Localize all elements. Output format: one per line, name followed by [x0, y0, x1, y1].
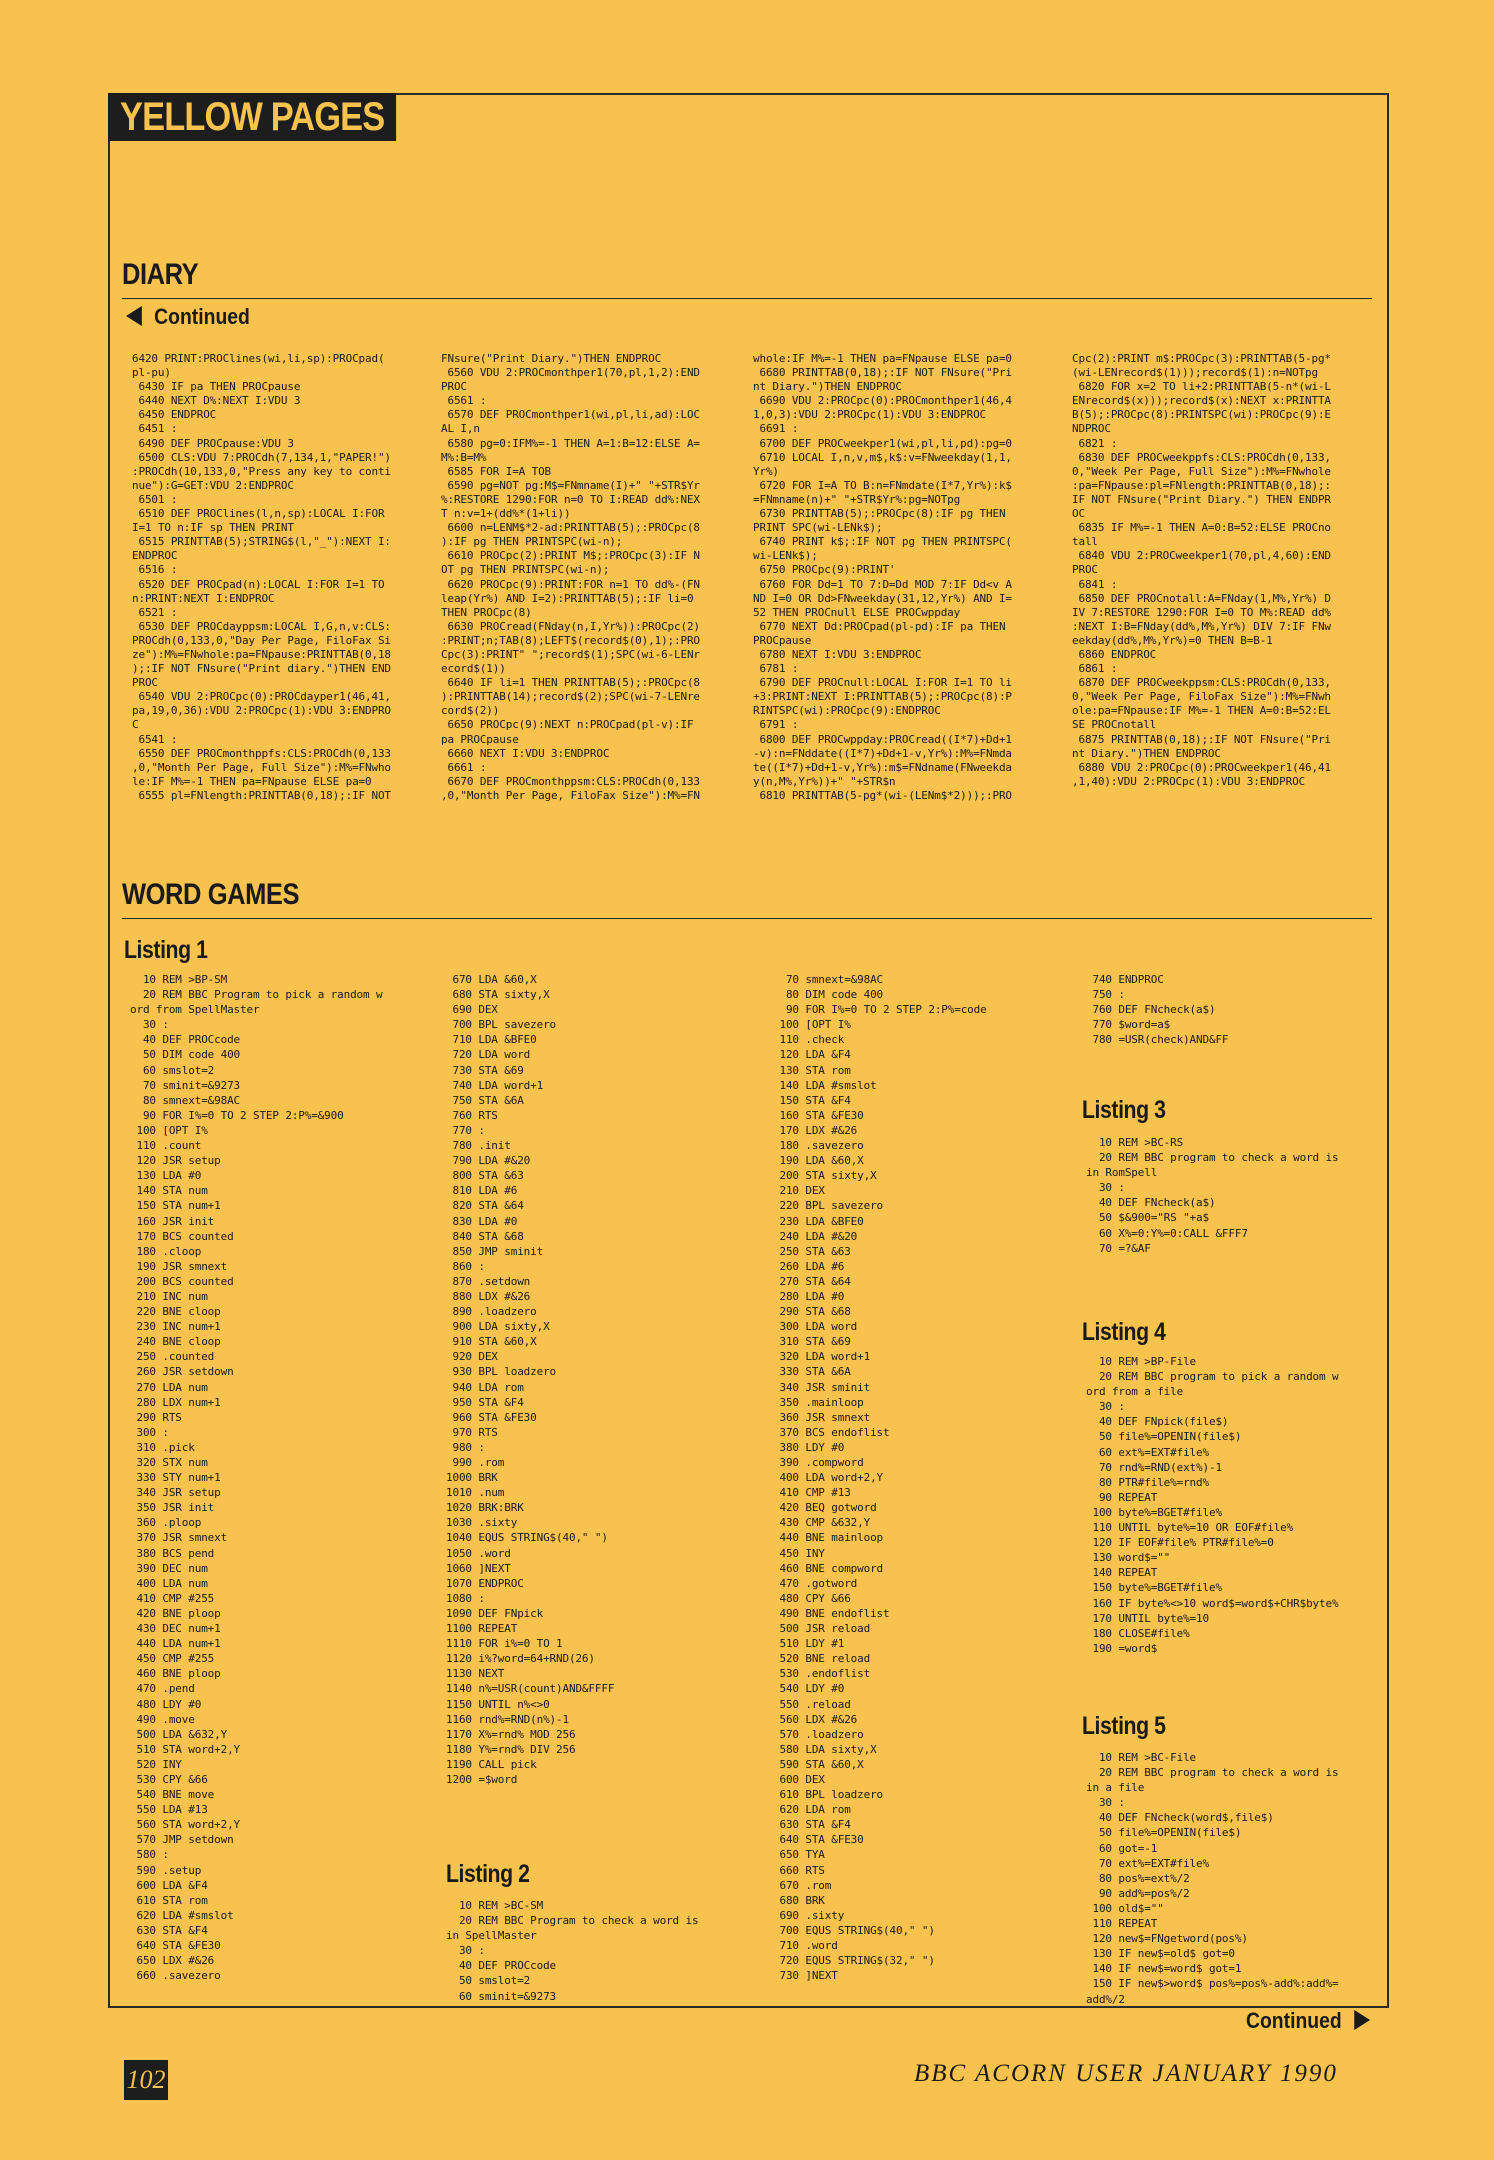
- listing-1-code-column-1: 10 REM >BP-SM 20 REM BBC Program to pick a random w ord from SpellMaster 30 : 40 DEF PROCcode 50 DIM code 400 60 smslot=2 70 sminit=&9273 80 smnext=&98AC 90 FOR I%=0 TO 2 STEP 2:P%=&900 100 [OPT I% 110 .count 120 JSR setup 130 LDA #0 140 STA num 150 STA num+1 160 JSR init 170 BCS counted 180 .cloop 190 JSR smnext 200 BCS counted 210 INC num 220 BNE cloop 230 INC num+1 240 BNE cloop 250 .counted 260 JSR setdown 270 LDA num 280 LDX num+1 290 RTS 300 : 310 .pick 320 STX num 330 STY num+1 340 JSR setup 350 JSR init 360 .ploop 370 JSR smnext 380 BCS pend 390 DEC num 400 LDA num 410 CMP #255 420 BNE ploop 430 DEC num+1 440 LDA num+1 450 CMP #255 460 BNE ploop 470 .pend 480 LDY #0 490 .move 500 LDA &632,Y 510 STA word+2,Y 520 INY 530 CPY &66 540 BNE move 550 LDA #13 560 STA word+2,Y 570 JMP setdown 580 : 590 .setup 600 LDA &F4 610 STA rom 620 LDA #smslot 630 STA &F4 640 STA &FE30 650 LDX #&26 660 .savezero: [130, 973, 383, 1983]
- diary-code-column-2: FNsure("Print Diary.")THEN ENDPROC 6560 VDU 2:PROCmonthper1(70,pl,1,2):END PROC 6561 : 6570 DEF PROCmonthper1(wi,pl,li,ad):LOC AL I,n 6580 pg=0:IFM%=-1 THEN A=1:B=12:ELSE A= M%:B=M% 6585 FOR I=A TOB 6590 pg=NOT pg:M$=FNmname(I)+" "+STR$Yr %:RESTORE 1290:FOR n=0 TO I:READ dd%:NEX T n:v=1+(dd%*(1+li)) 6600 n=LENM$*2-ad:PRINTTAB(5);:PROCpc(8 ):IF pg THEN PRINTSPC(wi-n); 6610 PROCpc(2):PRINT M$;:PROCpc(3):IF N OT pg THEN PRINTSPC(wi-n); 6620 PROCpc(9):PRINT:FOR n=1 TO dd%-(FN leap(Yr%) AND I=2):PRINTTAB(5);:IF li=0 THEN PROCpc(8) 6630 PROCread(FNday(n,I,Yr%)):PROCpc(2) :PRINT;n;TAB(8);LEFT$(record$(0),1);:PRO Cpc(3):PRINT" ";record$(1);SPC(wi-6-LENr ecord$(1)) 6640 IF li=1 THEN PRINTTAB(5);:PROCpc(8 ):PRINTTAB(14);record$(2);SPC(wi-7-LENre cord$(2)) 6650 PROCpc(9):NEXT n:PROCpad(pl-v):IF pa PROCpause 6660 NEXT I:VDU 3:ENDPROC 6661 : 6670 DEF PROCmonthppsm:CLS:PROCdh(0,133 ,0,"Month Per Page, FiloFax Size"):M%=FN: [441, 352, 700, 802]
- listing-3-code: 10 REM >BC-RS 20 REM BBC program to check a word is in RomSpell 30 : 40 DEF FNcheck(a$) 50 $&900="RS "+a$ 60 X%=0:Y%=0:CALL &FFF7 70 =?&AF: [1086, 1136, 1339, 1255]
- page-number: 102: [124, 2060, 168, 2100]
- arrow-left-icon: [126, 306, 142, 326]
- listing-1-code-column-2: 670 LDA &60,X 680 STA sixty,X 690 DEX 700 BPL savezero 710 LDA &BFE0 720 LDA word 730 STA &69 740 LDA word+1 750 STA &6A 760 RTS 770 : 780 .init 790 LDA #&20 800 STA &63 810 LDA #6 820 STA &64 830 LDA #0 840 STA &68 850 JMP sminit 860 : 870 .setdown 880 LDX #&26 890 .loadzero 900 LDA sixty,X 910 STA &60,X 920 DEX 930 BPL loadzero 940 LDA rom 950 STA &F4 960 STA &FE30 970 RTS 980 : 990 .rom 1000 BRK 1010 .num 1020 BRK:BRK 1030 .sixty 1040 EQUS STRING$(40," ") 1050 .word 1060 ]NEXT 1070 ENDPROC 1080 : 1090 DEF FNpick 1100 REPEAT 1110 FOR i%=0 TO 1 1120 i%?word=64+RND(26) 1130 NEXT 1140 n%=USR(count)AND&FFFF 1150 UNTIL n%<>0 1160 rnd%=RND(n%)-1 1170 X%=rnd% MOD 256 1180 Y%=rnd% DIV 256 1190 CALL pick 1200 =$word: [446, 973, 615, 1786]
- diary-continued: [126, 304, 250, 330]
- diary-rule: [122, 298, 1372, 299]
- word-games-rule: [122, 918, 1372, 919]
- diary-heading: DIARY: [122, 258, 199, 291]
- arrow-right-icon: [1354, 2010, 1370, 2030]
- listing-5-code: 10 REM >BC-File 20 REM BBC program to check a word is in a file 30 : 40 DEF FNcheck(word$,file$) 50 file%=OPENIN(file$) 60 got=-1 70 ext%=EXT#file% 80 pos%=ext%/2 90 add%=pos%/2 100 old$="" 110 REPEAT 120 new$=FNgetword(pos%) 130 IF new$=old$ got=0 140 IF new$=word$ got=1 150 IF new$>word$ pos%=pos%-add%:add%= add%/2: [1086, 1751, 1339, 2006]
- listing-4-code: 10 REM >BP-File 20 REM BBC program to pick a random w ord from a file 30 : 40 DEF FNpick(file$) 50 file%=OPENIN(file$) 60 ext%=EXT#file% 70 rnd%=RND(ext%)-1 80 PTR#file%=rnd% 90 REPEAT 100 byte%=BGET#file% 110 UNTIL byte%=10 OR EOF#file% 120 IF EOF#file% PTR#file%=0 130 word$="" 140 REPEAT 150 byte%=BGET#file% 160 IF byte%<>10 word$=word$+CHR$byte% 170 UNTIL byte%=10 180 CLOSE#file% 190 =word$: [1086, 1355, 1339, 1655]
- listing-4-title: Listing 4: [1082, 1318, 1166, 1346]
- word-games-continued: [1246, 2008, 1370, 2034]
- listing-2-code-start: 10 REM >BC-SM 20 REM BBC Program to check a word is in SpellMaster 30 : 40 DEF PROCcode 50 smslot=2 60 sminit=&9273: [446, 1899, 699, 2003]
- word-games-heading: WORD GAMES: [122, 878, 300, 911]
- diary-code-column-4: Cpc(2):PRINT m$:PROCpc(3):PRINTTAB(5-pg* (wi-LENrecord$(1)));record$(1):n=NOTpg 6820 FOR x=2 TO li+2:PRINTTAB(5-n*(wi-L ENrecord$(x)));record$(x):NEXT x:PRINTTA B(5);:PROCpc(8):PRINTSPC(wi):PROCpc(9):E NDPROC 6821 : 6830 DEF PROCweekppfs:CLS:PROCdh(0,133, 0,"Week Per Page, Full Size"):M%=FNwhole :pa=FNpause:pl=FNlength:PRINTTAB(0,18);: IF NOT FNsure("Print Diary.") THEN ENDPR OC 6835 IF M%=-1 THEN A=0:B=52:ELSE PROCno tall 6840 VDU 2:PROCweekper1(70,pl,4,60):END PROC 6841 : 6850 DEF PROCnotall:A=FNday(1,M%,Yr%) D IV 7:RESTORE 1290:FOR I=0 TO M%:READ dd% :NEXT I:B=FNday(dd%,M%,Yr%) DIV 7:IF FNw eekday(dd%,M%,Yr%)=0 THEN B=B-1 6860 ENDPROC 6861 : 6870 DEF PROCweekppsm:CLS:PROCdh(0,133, 0,"Week Per Page, FiloFax Size"):M%=FNwh ole:pa=FNpause:IF M%=-1 THEN A=0:B=52:EL SE PROCnotall 6875 PRINTTAB(0,18);:IF NOT FNsure("Pri nt Diary.")THEN ENDPROC 6880 VDU 2:PROCpc(0):PROCweekper1(46,41 ,1,40):VDU 2:PROCpc(1):VDU 3:ENDPROC: [1072, 352, 1331, 788]
- listing-2-title: Listing 2: [446, 1860, 530, 1888]
- listing-2-code-end: 740 ENDPROC 750 : 760 DEF FNcheck(a$) 770 $word=a$ 780 =USR(check)AND&FF: [1092, 973, 1229, 1047]
- word-games-continued-label: Continued: [1246, 2008, 1342, 2033]
- listing-5-title: Listing 5: [1082, 1712, 1166, 1740]
- listing-2-code-continued: 70 smnext=&98AC 80 DIM code 400 90 FOR I%=0 TO 2 STEP 2:P%=code 100 [OPT I% 110 .check 120 LDA &F4 130 STA rom 140 LDA #smslot 150 STA &F4 160 STA &FE30 170 LDX #&26 180 .savezero 190 LDA &60,X 200 STA sixty,X 210 DEX 220 BPL savezero 230 LDA &BFE0 240 LDA #&20 250 STA &63 260 LDA #6 270 STA &64 280 LDA #0 290 STA &68 300 LDA word 310 STA &69 320 LDA word+1 330 STA &6A 340 JSR sminit 350 .mainloop 360 JSR smnext 370 BCS endoflist 380 LDY #0 390 .compword 400 LDA word+2,Y 410 CMP #13 420 BEQ gotword 430 CMP &632,Y 440 BNE mainloop 450 INY 460 BNE compword 470 .gotword 480 CPY &66 490 BNE endoflist 500 JSR reload 510 LDY #1 520 BNE reload 530 .endoflist 540 LDY #0 550 .reload 560 LDX #&26 570 .loadzero 580 LDA sixty,X 590 STA &60,X 600 DEX 610 BPL loadzero 620 LDA rom 630 STA &F4 640 STA &FE30 650 TYA 660 RTS 670 .rom 680 BRK 690 .sixty 700 EQUS STRING$(40," ") 710 .word 720 EQUS STRING$(32," ") 730 ]NEXT: [779, 973, 987, 1983]
- listing-3-title: Listing 3: [1082, 1096, 1166, 1124]
- diary-code-column-3: whole:IF M%=-1 THEN pa=FNpause ELSE pa=0 6680 PRINTTAB(0,18);:IF NOT FNsure("Pri nt Diary.")THEN ENDPROC 6690 VDU 2:PROCpc(0):PROCmonthper1(46,4 1,0,3):VDU 2:PROCpc(1):VDU 3:ENDPROC 6691 : 6700 DEF PROCweekper1(wi,pl,li,pd):pg=0 6710 LOCAL I,n,v,m$,k$:v=FNweekday(1,1, Yr%) 6720 FOR I=A TO B:n=FNmdate(I*7,Yr%):k$ =FNmname(n)+" "+STR$Yr%:pg=NOTpg 6730 PRINTTAB(5);:PROCpc(8):IF pg THEN PRINT SPC(wi-LENk$); 6740 PRINT k$;:IF NOT pg THEN PRINTSPC( wi-LENk$); 6750 PROCpc(9):PRINT' 6760 FOR Dd=1 TO 7:D=Dd MOD 7:IF Dd<v A ND I=0 OR Dd>FNweekday(31,12,Yr%) AND I= 52 THEN PROCnull ELSE PROCwppday 6770 NEXT Dd:PROCpad(pl-pd):IF pa THEN PROCpause 6780 NEXT I:VDU 3:ENDPROC 6781 : 6790 DEF PROCnull:LOCAL I:FOR I=1 TO li +3:PRINT:NEXT I:PRINTTAB(5);:PROCpc(8):P RINTSPC(wi):PROCpc(9):ENDPROC 6791 : 6800 DEF PROCwppday:PROCread((I*7)+Dd+1 -v):n=FNddate((I*7)+Dd+1-v,Yr%):M%=FNmda te((I*7)+Dd+1-v,Yr%):m$=FNdname(FNweekda y(n,M%,Yr%))+" "+STR$n 6810 PRINTTAB(5-pg*(wi-(LENm$*2)));:PRO: [753, 352, 1012, 802]
- listing-1-title: Listing 1: [124, 936, 208, 964]
- publication-footer: BBC ACORN USER JANUARY 1990: [914, 2060, 1338, 2087]
- diary-continued-label: Continued: [154, 304, 250, 329]
- masthead: YELLOW PAGES: [108, 93, 396, 141]
- diary-code-column-1: 6420 PRINT:PROClines(wi,li,sp):PROCpad( pl-pu) 6430 IF pa THEN PROCpause 6440 NEXT D%:NEXT I:VDU 3 6450 ENDPROC 6451 : 6490 DEF PROCpause:VDU 3 6500 CLS:VDU 7:PROCdh(7,134,1,"PAPER!") :PROCdh(10,133,0,"Press any key to conti nue"):G=GET:VDU 2:ENDPROC 6501 : 6510 DEF PROClines(l,n,sp):LOCAL I:FOR I=1 TO n:IF sp THEN PRINT 6515 PRINTTAB(5);STRING$(l,"_"):NEXT I: ENDPROC 6516 : 6520 DEF PROCpad(n):LOCAL I:FOR I=1 TO n:PRINT:NEXT I:ENDPROC 6521 : 6530 DEF PROCdayppsm:LOCAL I,G,n,v:CLS: PROCdh(0,133,0,"Day Per Page, FiloFax Si ze"):M%=FNwhole:pa=FNpause:PRINTTAB(0,18 );:IF NOT FNsure("Print diary.")THEN END PROC 6540 VDU 2:PROCpc(0):PROCdayper1(46,41, pa,19,0,36):VDU 2:PROCpc(1):VDU 3:ENDPRO C 6541 : 6550 DEF PROCmonthppfs:CLS:PROCdh(0,133 ,0,"Month Per Page, Full Size"):M%=FNwho le:IF M%=-1 THEN pa=FNpause ELSE pa=0 6555 pl=FNlength:PRINTTAB(0,18);:IF NOT: [132, 352, 391, 802]
